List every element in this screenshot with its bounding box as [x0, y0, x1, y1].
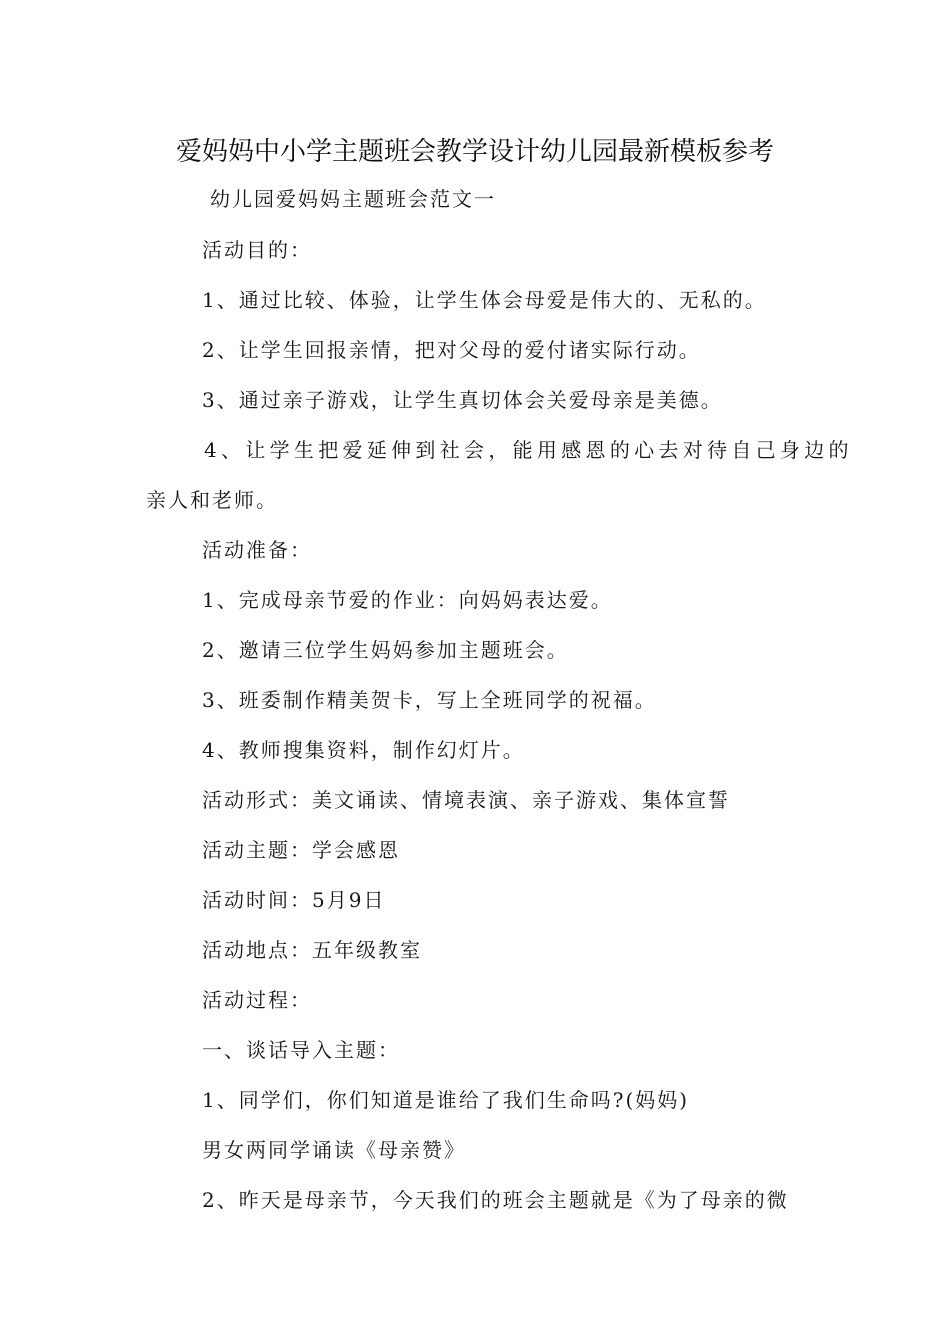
activity-location: 活动地点：五年级教室 — [202, 938, 422, 962]
paragraph-line: 男女两同学诵读《母亲赞》 — [202, 1138, 466, 1162]
document-subtitle: 幼儿园爱妈妈主题班会范文一 — [210, 187, 496, 211]
paragraph-line: 3、班委制作精美贺卡，写上全班同学的祝福。 — [202, 688, 657, 712]
paragraph-line: 1、同学们，你们知道是谁给了我们生命吗?(妈妈) — [202, 1088, 690, 1112]
paragraph-line: 3、通过亲子游戏，让学生真切体会关爱母亲是美德。 — [202, 388, 723, 412]
paragraph-line: 2、邀请三位学生妈妈参加主题班会。 — [202, 638, 569, 662]
activity-theme: 活动主题：学会感恩 — [202, 838, 400, 862]
activity-form: 活动形式：美文诵读、情境表演、亲子游戏、集体宣誓 — [202, 788, 730, 812]
document-title: 爱妈妈中小学主题班会教学设计幼儿园最新模板参考 — [175, 137, 774, 167]
paragraph-line: 一、谈话导入主题： — [202, 1038, 400, 1062]
paragraph-line: 亲人和老师。 — [146, 488, 278, 512]
paragraph-line: 4、教师搜集资料，制作幻灯片。 — [202, 738, 525, 762]
paragraph-line: 1、通过比较、体验，让学生体会母爱是伟大的、无私的。 — [202, 288, 767, 312]
section-heading-goals: 活动目的： — [202, 238, 312, 262]
paragraph-line: 1、完成母亲节爱的作业：向妈妈表达爱。 — [202, 588, 613, 612]
paragraph-line: 2、昨天是母亲节，今天我们的班会主题就是《为了母亲的微 — [202, 1188, 789, 1212]
paragraph-line: 4、让学生把爱延伸到社会，能用感恩的心去对待自己身边的 — [204, 438, 853, 462]
activity-time: 活动时间：5月9日 — [202, 888, 386, 912]
section-heading-process: 活动过程： — [202, 988, 312, 1012]
paragraph-line: 2、让学生回报亲情，把对父母的爱付诸实际行动。 — [202, 338, 701, 362]
section-heading-preparation: 活动准备： — [202, 538, 312, 562]
